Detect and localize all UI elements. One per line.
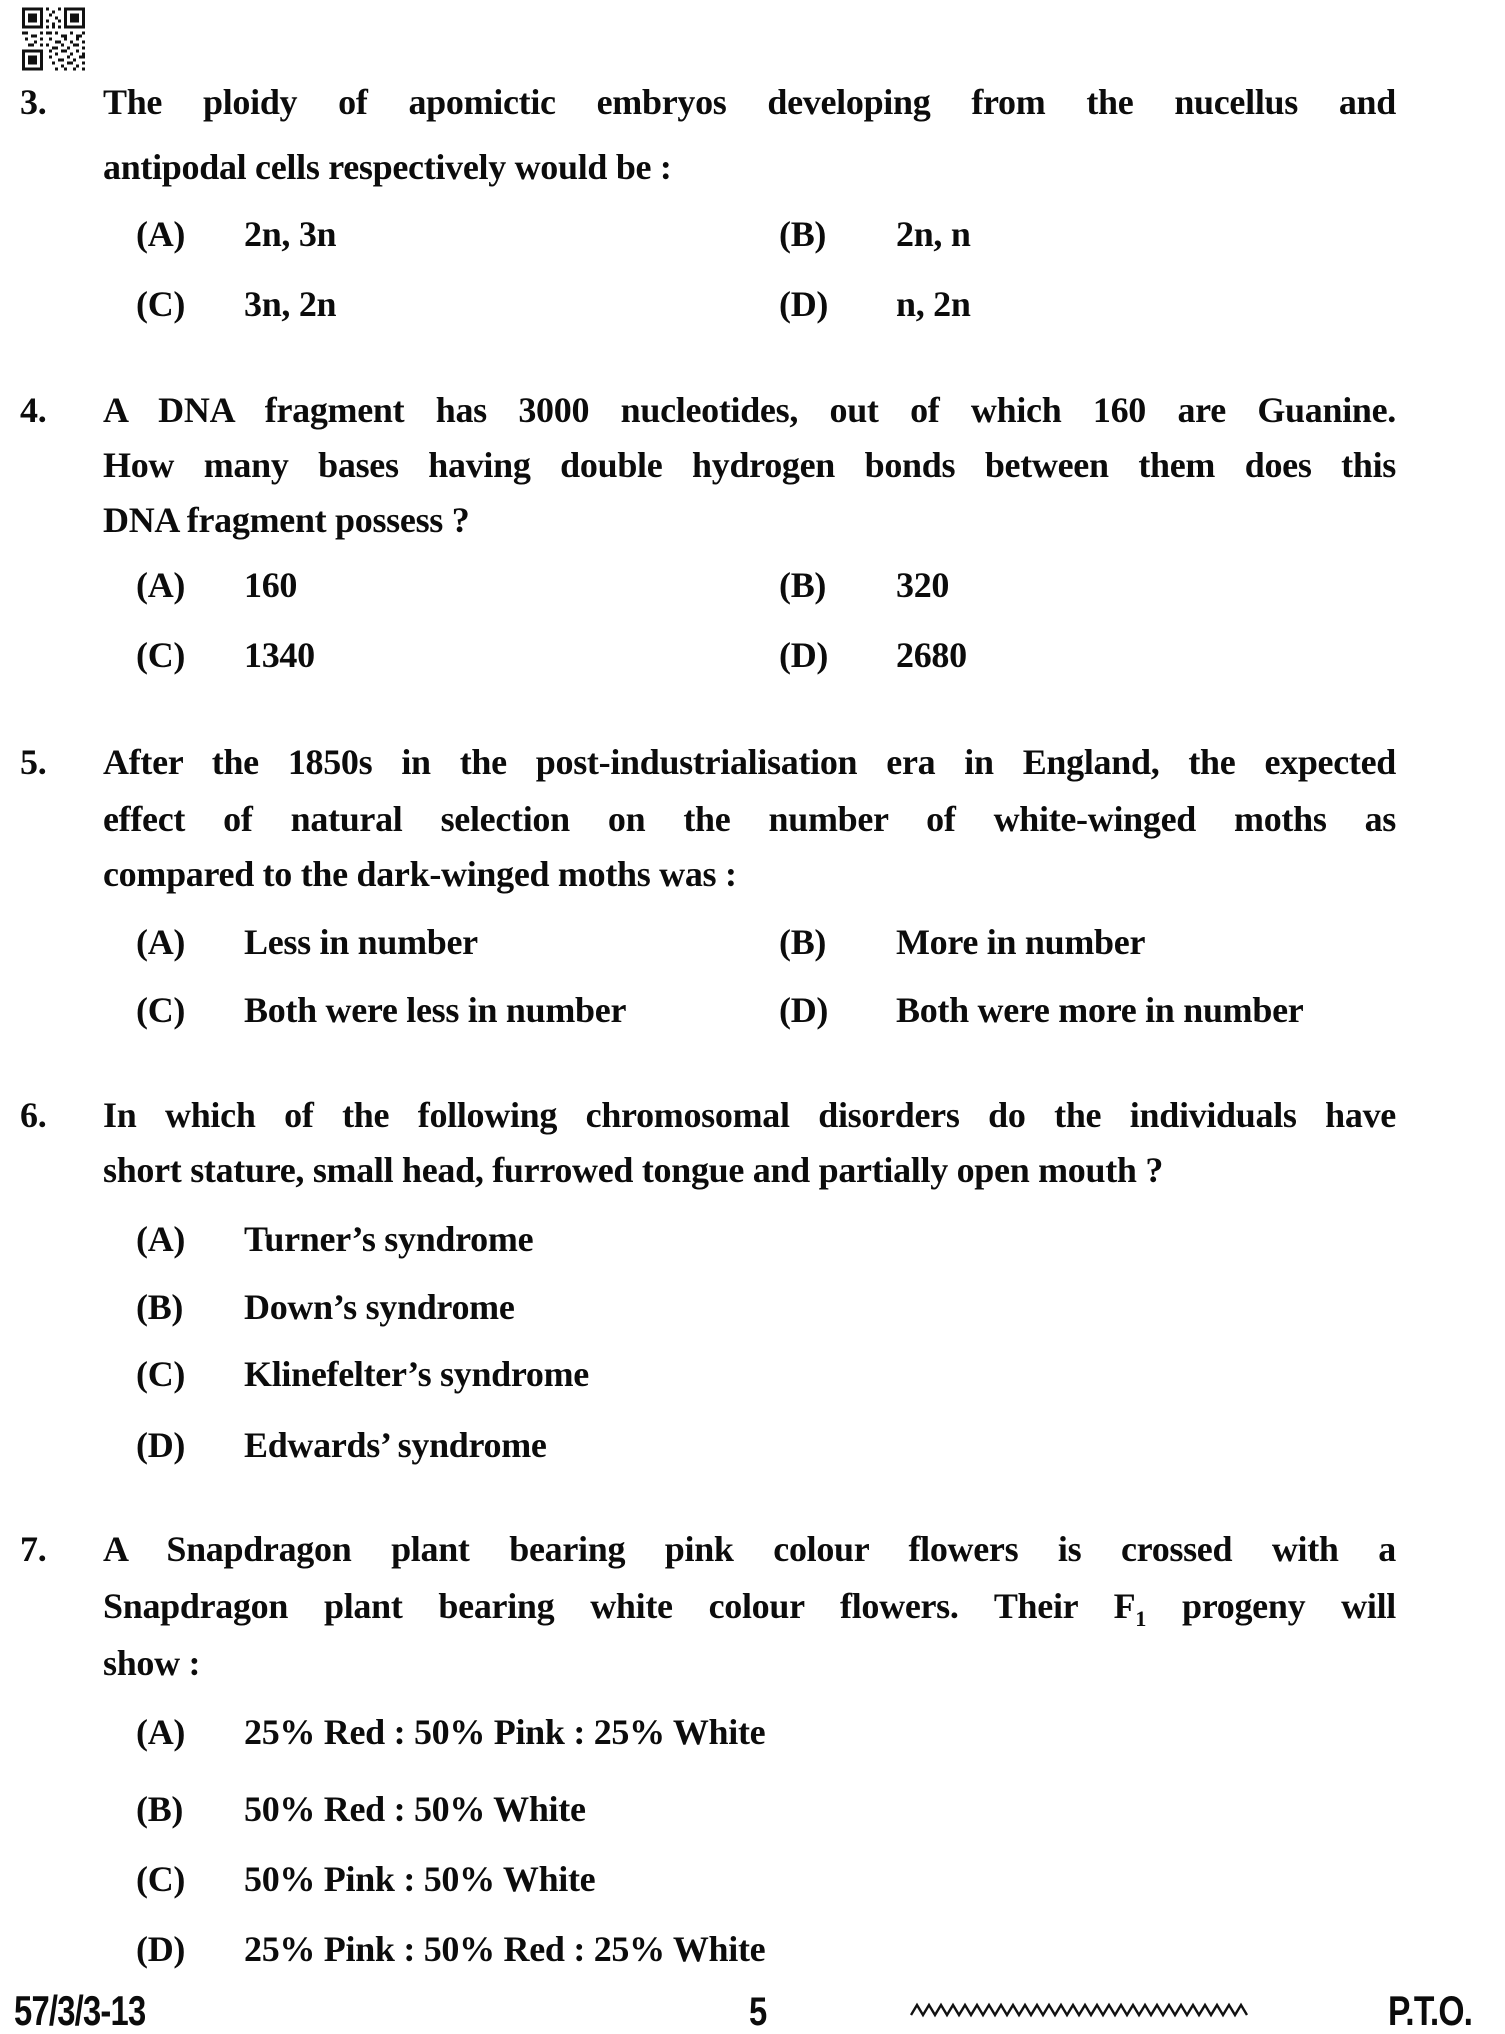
option-label: (A) [136, 1712, 186, 1752]
question-text-line: The ploidy of apomictic embryos developing from the nucellus and [103, 82, 1396, 122]
option-text: 50% Pink : 50% White [244, 1859, 596, 1899]
question-number: 7. [20, 1529, 47, 1569]
qr-code-icon [22, 7, 85, 71]
question-text-line: effect of natural selection on the number of white-winged moths as [103, 799, 1396, 839]
paper-code: 57/3/3-13 [14, 1987, 146, 2034]
question-number: 5. [20, 742, 47, 782]
option-label: (B) [136, 1287, 184, 1327]
option-text: 160 [244, 565, 298, 605]
option-label: (B) [779, 565, 827, 605]
question-text-line: After the 1850s in the post-industrialisation era in England, the expected [103, 742, 1396, 782]
option-label: (D) [779, 635, 829, 675]
question-text-line: short stature, small head, furrowed tongue and partially open mouth ? [103, 1150, 1164, 1190]
page-number: 5 [748, 1990, 767, 2034]
option-label: (B) [779, 922, 827, 962]
option-text: More in number [896, 922, 1146, 962]
option-text: Klinefelter’s syndrome [244, 1354, 589, 1394]
option-text: 3n, 2n [244, 284, 337, 324]
question-number: 4. [20, 390, 47, 430]
option-text: 50% Red : 50% White [244, 1789, 586, 1829]
question-text-line: DNA fragment possess ? [103, 500, 470, 540]
option-text: Edwards’ syndrome [244, 1425, 547, 1465]
option-text: 25% Red : 50% Pink : 25% White [244, 1712, 766, 1752]
option-label: (C) [136, 1354, 186, 1394]
zigzag-divider-icon [910, 2001, 1248, 2019]
option-text: 2680 [896, 635, 967, 675]
question-number: 6. [20, 1095, 47, 1135]
question-text-line: antipodal cells respectively would be : [103, 147, 672, 187]
line-segment: Snapdragon plant bearing white colour flowers. Their F [103, 1586, 1136, 1626]
option-label: (B) [779, 214, 827, 254]
option-text: Turner’s syndrome [244, 1219, 534, 1259]
question-text-line: show : [103, 1643, 201, 1683]
option-text: 320 [896, 565, 950, 605]
option-label: (C) [136, 284, 186, 324]
option-text: Down’s syndrome [244, 1287, 515, 1327]
option-label: (D) [136, 1425, 186, 1465]
option-text: 2n, 3n [244, 214, 337, 254]
option-label: (C) [136, 990, 186, 1030]
option-label: (A) [136, 214, 186, 254]
line-segment: progeny will [1146, 1586, 1396, 1626]
option-label: (A) [136, 922, 186, 962]
option-label: (C) [136, 635, 186, 675]
question-text-line [103, 1584, 1396, 1632]
option-label: (D) [779, 990, 829, 1030]
f1-subscript: 1 [1135, 1606, 1147, 1632]
question-text-line: In which of the following chromosomal disorders do the individuals have [103, 1095, 1396, 1135]
option-label: (A) [136, 565, 186, 605]
option-text: Both were more in number [896, 990, 1304, 1030]
question-number: 3. [20, 82, 47, 122]
question-text-line: compared to the dark-winged moths was : [103, 854, 737, 894]
option-label: (D) [136, 1929, 186, 1969]
option-text: n, 2n [896, 284, 971, 324]
question-text-line: A DNA fragment has 3000 nucleotides, out of which 160 are Guanine. [103, 390, 1396, 430]
option-label: (A) [136, 1219, 186, 1259]
option-text: 1340 [244, 635, 315, 675]
option-label: (C) [136, 1859, 186, 1899]
option-text: Less in number [244, 922, 478, 962]
question-text-line: A Snapdragon plant bearing pink colour flowers is crossed with a [103, 1529, 1396, 1569]
option-label: (D) [779, 284, 829, 324]
option-text: 2n, n [896, 214, 971, 254]
option-text: 25% Pink : 50% Red : 25% White [244, 1929, 766, 1969]
option-label: (B) [136, 1789, 184, 1829]
question-text-line: How many bases having double hydrogen bonds between them does this [103, 445, 1396, 485]
pto-label: P.T.O. [1388, 1987, 1473, 2034]
option-text: Both were less in number [244, 990, 627, 1030]
